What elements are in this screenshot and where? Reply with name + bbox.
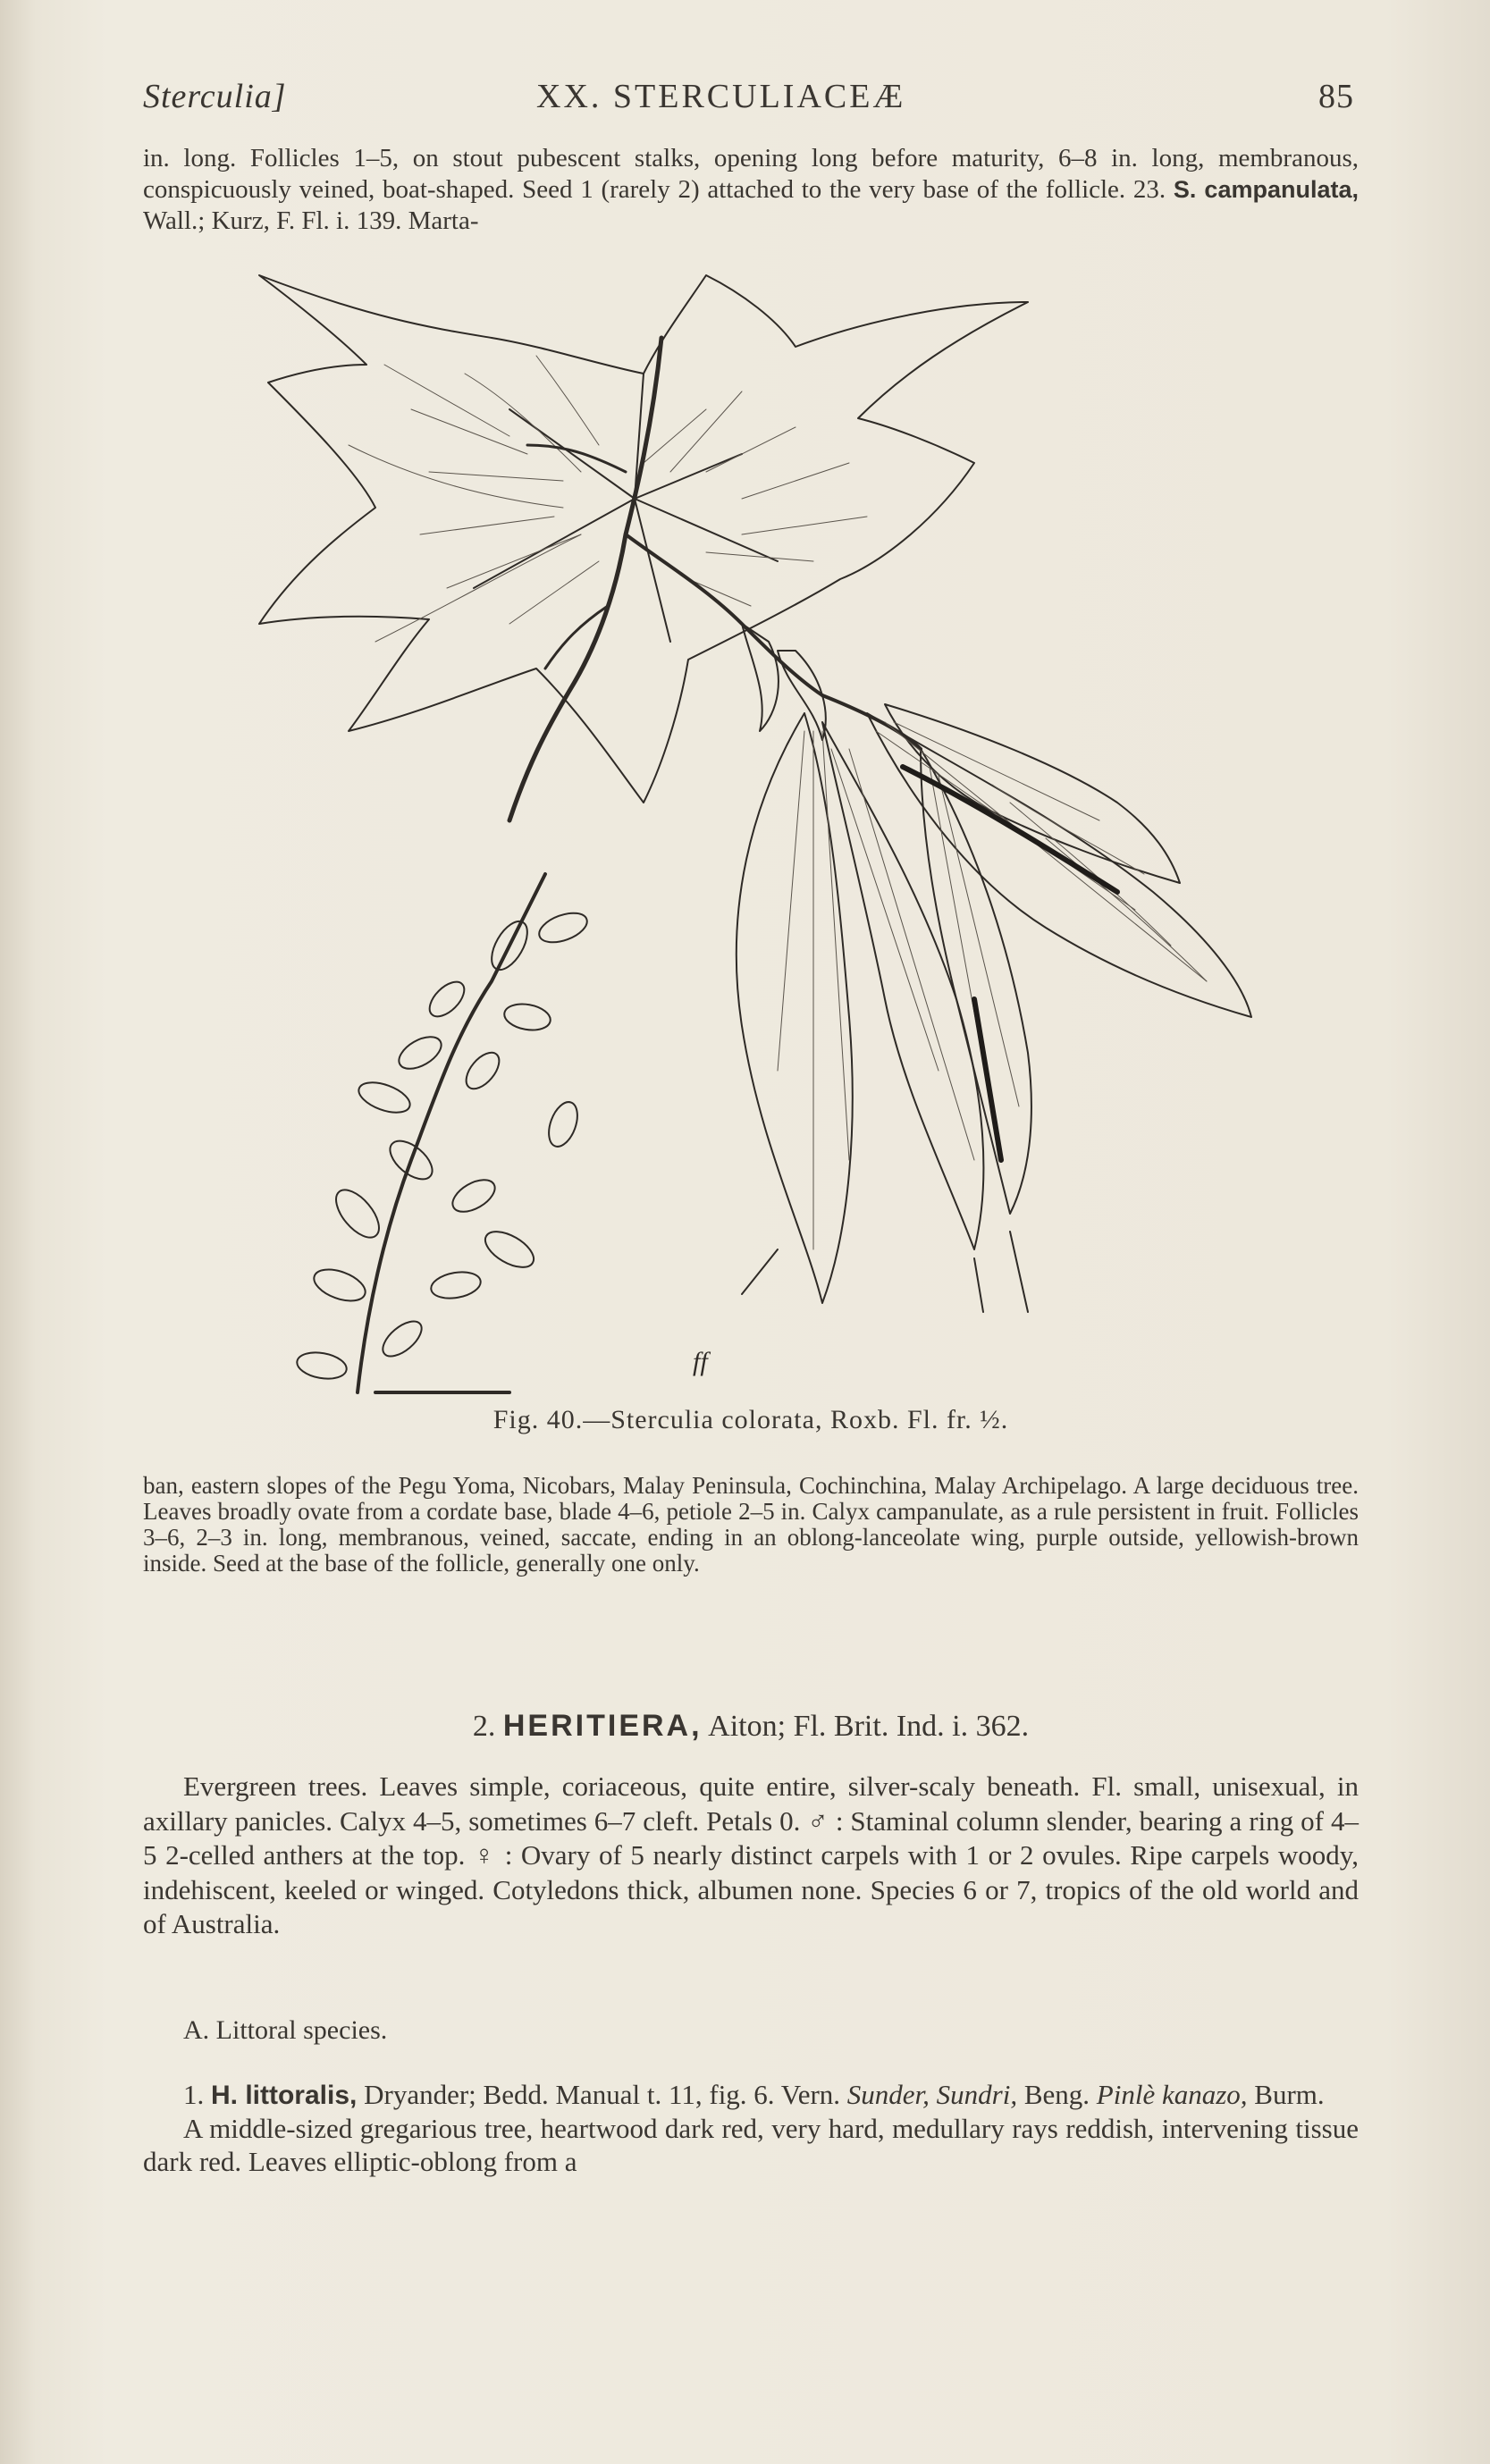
botanical-illustration xyxy=(241,266,1256,1401)
running-head-genus: Sterculia] xyxy=(143,78,287,115)
vernacular-bengali: Sunder, Sundri, xyxy=(846,2079,1018,2110)
intro-paragraph xyxy=(143,143,1359,237)
genus-description xyxy=(143,1770,1359,1942)
species-number: 1. xyxy=(183,2079,205,2110)
genus-name: HERITIERA, xyxy=(502,1709,703,1743)
flower-buds xyxy=(295,907,591,1382)
subsection-heading: A. Littoral species. xyxy=(183,2015,388,2045)
genus-heading xyxy=(143,1709,1359,1744)
species-name-littoralis: H. littoralis, xyxy=(211,2081,358,2110)
running-head-family: XX. STERCULIACEÆ xyxy=(536,78,906,115)
page-number: 85 xyxy=(1318,78,1354,115)
intro-text-end: Wall.; Kurz, F. Fl. i. 139. Marta- xyxy=(143,206,479,235)
lobed-leaf-outline xyxy=(259,275,1028,803)
main-stem xyxy=(509,338,661,820)
running-header xyxy=(143,77,1354,122)
species-lang-burm: Burm. xyxy=(1247,2079,1325,2110)
genus-authority: Aiton; Fl. Brit. Ind. i. 362. xyxy=(702,1710,1030,1743)
species-name-campanulata: S. campanulata, xyxy=(1173,176,1359,203)
flower-panicle-stem xyxy=(358,874,545,1392)
genus-number: 2. xyxy=(472,1710,496,1743)
species-description: A middle-sized gregarious tree, heartwood dark red, very hard, medullary rays reddish, intervening tissue dark red. Leaves elliptic-oblong from a xyxy=(143,2113,1359,2177)
vernacular-burmese: Pinlè kanazo, xyxy=(1096,2079,1248,2110)
continuation-paragraph: ban, eastern slopes of the Pegu Yoma, Nicobars, Malay Peninsula, Cochinchina, Malay Archipelago. A large deciduous tree. Leaves broadly ovate from a cordate base, blade 4–6, petiole 2–5 in. Calyx campanulate, as a rule persistent in fruit. Follicles 3–6, 2–3 in. long, membranous, veined, saccate, ending in an oblong-lanceolate wing, purple outside, yellowish-brown inside. Seed at the base of the follicle, generally one only. xyxy=(143,1472,1359,1577)
intro-text: in. long. Follicles 1–5, on stout pubescent stalks, opening long before maturity, 6–8 in. long, membranous, conspicuously veined, boat-shaped. Seed 1 (rarely 2) attached to the very base of the follicle. 23. xyxy=(143,144,1359,204)
species-entry xyxy=(143,2078,1359,2178)
sterculia-colorata-engraving xyxy=(241,266,1256,1401)
genus-description-text: Evergreen trees. Leaves simple, coriaceous, quite entire, silver-scaly beneath. Fl. small, unisexual, in axillary panicles. Calyx 4–5, sometimes 6–7 cleft. Petals 0. ♂ : Staminal column slender, bearing a ring of 4–5 2-celled anthers at the top. ♀ : Ovary of 5 nearly distinct carpels with 1 or 2 ovules. Ripe carpels woody, indehiscent, keeled or winged. Cotyledons thick, albumen none. Species 6 or 7, tropics of the old world and of Australia. xyxy=(143,1770,1359,1939)
species-citation: Dryander; Bedd. Manual t. 11, fig. 6. Vern. xyxy=(357,2079,847,2110)
species-lang-beng: Beng. xyxy=(1017,2079,1097,2110)
engraver-mark: ff xyxy=(693,1347,708,1376)
figure-caption: Fig. 40.—Sterculia colorata, Roxb. Fl. fr. ½. xyxy=(492,1405,1009,1434)
